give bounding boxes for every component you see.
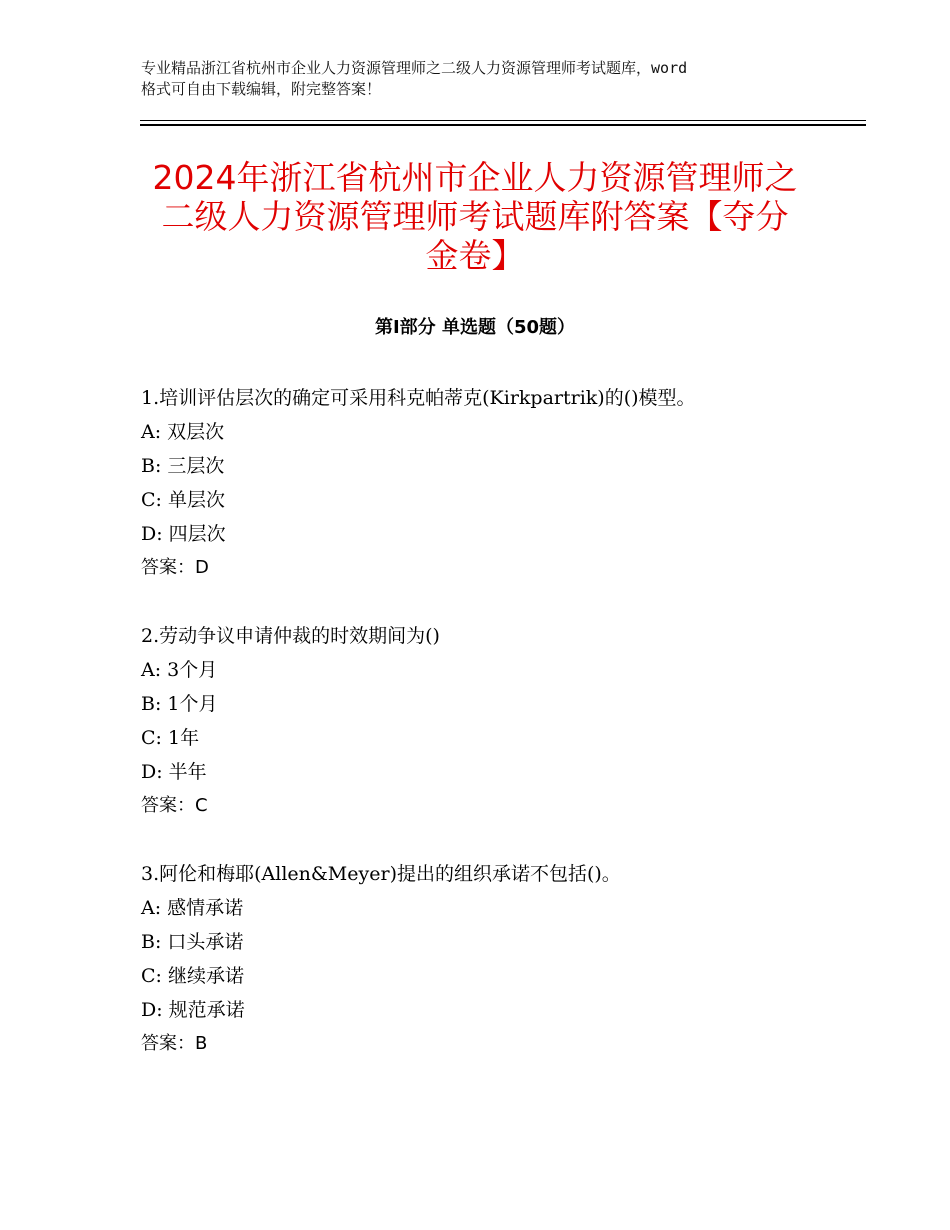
header-note-line-2: 格式可自由下载编辑，附完整答案！ [141,80,382,98]
option-b: B: 三层次 [141,455,225,477]
option-d: D: 规范承诺 [141,999,245,1021]
document-title [120,158,830,275]
question-item [141,857,841,1061]
option-d: D: 四层次 [141,523,226,545]
answer-key: 答案：B [141,1033,208,1054]
question-stem: 3.阿伦和梅耶(Allen&Meyer)提出的组织承诺不包括()。 [141,863,621,885]
option-c: C: 继续承诺 [141,965,244,987]
question-item [141,619,841,823]
option-a: A: 双层次 [141,421,225,443]
option-b: B: 口头承诺 [141,931,244,953]
question-stem: 2.劳动争议申请仲裁的时效期间为() [141,625,440,647]
section-heading: 第Ⅰ部分 单选题（50题） [374,317,575,338]
option-b: B: 1个月 [141,693,218,715]
document-title-line-1: 2024年浙江省杭州市企业人力资源管理师之 [152,158,798,197]
answer-key: 答案：C [141,795,208,816]
option-a: A: 感情承诺 [141,897,244,919]
header-rule-thin [140,120,866,121]
document-title-line-3: 金卷】 [425,236,525,275]
option-d: D: 半年 [141,761,207,783]
question-stem: 1.培训评估层次的确定可采用科克帕蒂克(Kirkpartrik)的()模型。 [141,387,696,409]
document-title-line-2: 二级人力资源管理师考试题库附答案【夺分 [161,197,789,236]
question-item [141,381,841,585]
option-c: C: 单层次 [141,489,225,511]
header-note [141,58,831,100]
answer-key: 答案：D [141,557,209,578]
header-note-line-1: 专业精品浙江省杭州市企业人力资源管理师之二级人力资源管理师考试题库，word [141,59,688,77]
header-rule-thick [140,124,866,126]
option-c: C: 1年 [141,727,200,749]
question-list [141,381,841,1061]
option-a: A: 3个月 [141,659,218,681]
